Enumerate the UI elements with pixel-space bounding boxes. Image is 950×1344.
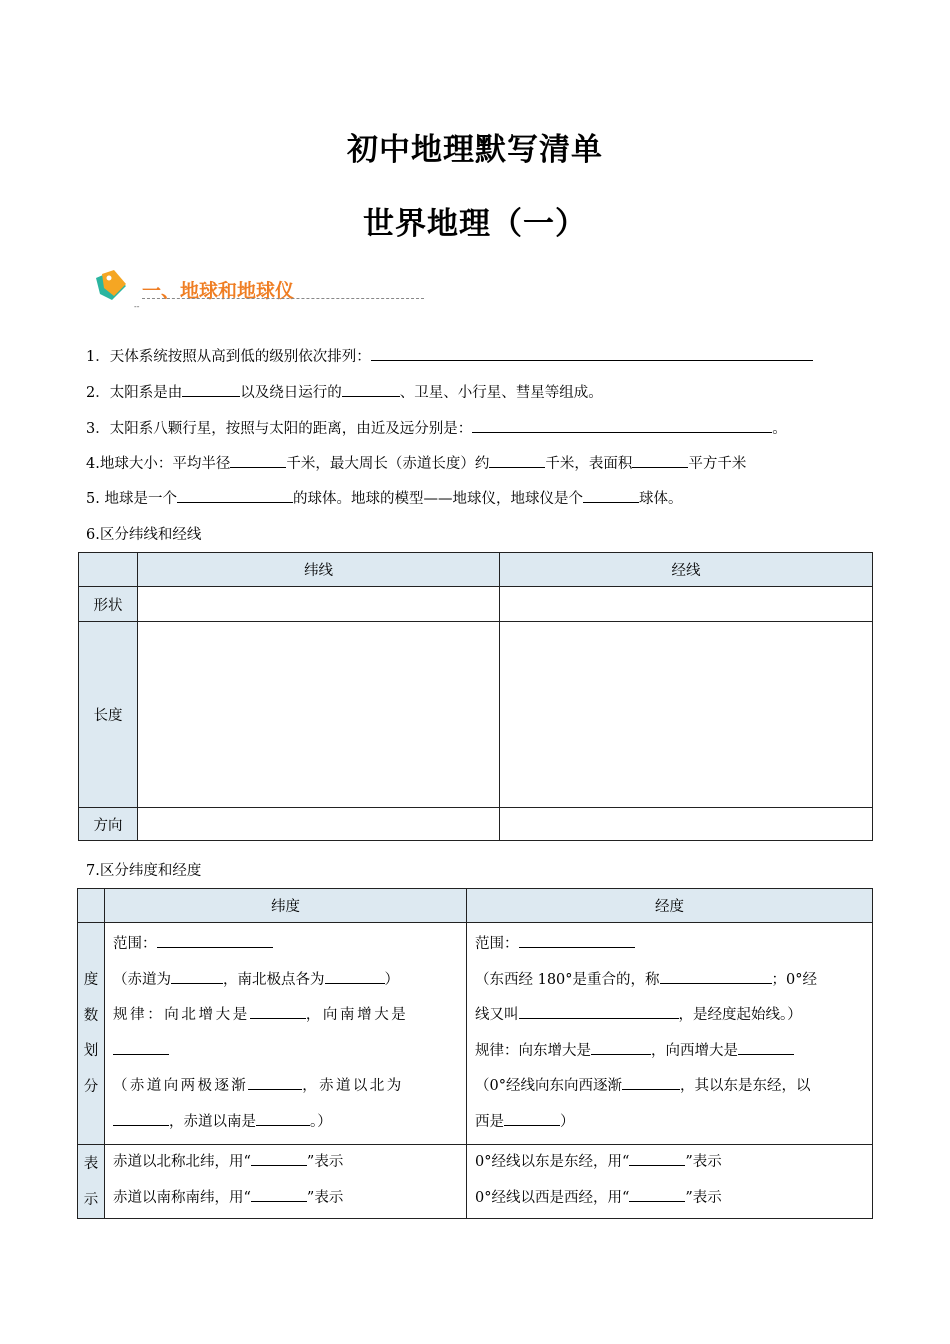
answer-blank[interactable] (660, 969, 772, 984)
answer-blank[interactable] (622, 1075, 680, 1090)
question-1: 1．天体系统按照从高到低的级别依次排列： (86, 345, 813, 366)
section-marks: -- (134, 302, 140, 311)
answer-blank[interactable] (256, 1111, 310, 1126)
answer-blank[interactable] (738, 1040, 794, 1055)
lines-table (78, 552, 873, 841)
longitude-cell: 范围： （东西经 180°是重合的，称 ；0°经 线又叫 ，是经度起始线。） 规律：向东增大是 ，向西增大是 （0°经线向东向西逐渐 ，其以东是东经，以 西是 ） (467, 923, 873, 1145)
table-header: 纬线 (138, 553, 500, 587)
question-3: 3．太阳系八颗行星，按照与太阳的距离，由近及远分别是： 。 (86, 417, 787, 438)
answer-blank[interactable] (371, 346, 813, 361)
answer-blank[interactable] (250, 1004, 306, 1019)
question-4: 4.地球大小：平均半径 千米，最大周长（赤道长度）约 千米，表面积 平方千米 (86, 452, 746, 473)
answer-blank[interactable] (519, 1004, 679, 1019)
answer-cell[interactable] (500, 622, 873, 808)
question-5: 5. 地球是一个 的球体。地球的模型——地球仪，地球仪是个 球体。 (86, 487, 682, 508)
answer-blank[interactable] (113, 1111, 169, 1126)
answer-blank[interactable] (113, 1040, 169, 1055)
answer-cell[interactable] (500, 587, 873, 622)
answer-blank[interactable] (248, 1075, 302, 1090)
row-label: 长度 (79, 622, 138, 808)
longitude-notation-cell: 0°经线以东是东经，用“ ”表示 0°经线以西是西经，用“ ”表示 (467, 1145, 873, 1219)
degrees-table (77, 888, 873, 1219)
answer-blank[interactable] (583, 488, 639, 503)
section-underline (142, 298, 424, 299)
row-label: 表 示 (78, 1145, 105, 1219)
table-corner (79, 553, 138, 587)
answer-blank[interactable] (230, 453, 286, 468)
answer-blank[interactable] (632, 453, 688, 468)
table-header: 经线 (500, 553, 873, 587)
answer-blank[interactable] (251, 1151, 307, 1166)
answer-blank[interactable] (472, 418, 772, 433)
answer-blank[interactable] (171, 969, 223, 984)
table-corner (78, 889, 105, 923)
section-heading (92, 264, 352, 310)
row-label: 方向 (79, 808, 138, 841)
answer-cell[interactable] (138, 622, 500, 808)
tag-icon (92, 268, 128, 304)
answer-cell[interactable] (138, 808, 500, 841)
row-label: 度 数 划 分 (78, 923, 105, 1145)
answer-blank[interactable] (629, 1187, 685, 1202)
answer-cell[interactable] (500, 808, 873, 841)
answer-blank[interactable] (489, 453, 545, 468)
table-header: 经度 (467, 889, 873, 923)
answer-blank[interactable] (177, 488, 293, 503)
row-label: 形状 (79, 587, 138, 622)
answer-blank[interactable] (251, 1187, 307, 1202)
question-6: 6.区分纬线和经线 (86, 527, 202, 543)
answer-blank[interactable] (157, 933, 273, 948)
page-subtitle: 世界地理（一） (363, 206, 587, 242)
table-header: 纬度 (105, 889, 467, 923)
latitude-cell: 范围： （赤道为 ，南北极点各为 ） 规律：向北增大是 ，向南增大是 （赤道向两极逐渐 ，赤道以北为 ，赤道以南是 。） (105, 923, 467, 1145)
section-title: 一、地球和地球仪 (142, 280, 295, 302)
answer-blank[interactable] (182, 382, 240, 397)
latitude-notation-cell: 赤道以北称北纬，用“ ”表示 赤道以南称南纬，用“ ”表示 (105, 1145, 467, 1219)
answer-blank[interactable] (519, 933, 635, 948)
answer-blank[interactable] (504, 1111, 560, 1126)
answer-blank[interactable] (629, 1151, 685, 1166)
answer-blank[interactable] (325, 969, 385, 984)
answer-blank[interactable] (591, 1040, 651, 1055)
answer-cell[interactable] (138, 587, 500, 622)
page-title: 初中地理默写清单 (347, 132, 603, 168)
question-2: 2．太阳系是由 以及绕日运行的 、卫星、小行星、彗星等组成。 (86, 381, 603, 402)
answer-blank[interactable] (342, 382, 400, 397)
question-7: 7.区分纬度和经度 (86, 863, 202, 879)
